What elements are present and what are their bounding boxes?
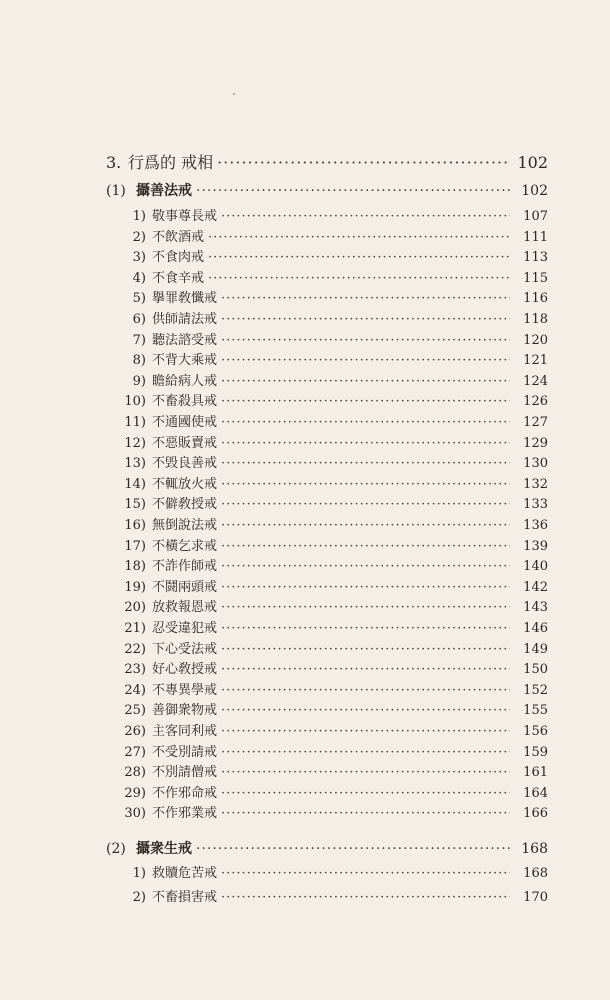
dot-leader: [221, 518, 510, 533]
toc-section-heading: [106, 150, 548, 173]
toc-entry: [108, 493, 548, 512]
page-number: 111: [523, 229, 548, 245]
page-number: 132: [523, 476, 548, 492]
dot-leader: [221, 477, 510, 492]
toc-entry: [108, 473, 548, 492]
group-number: (2): [106, 841, 126, 857]
toc-entry: [108, 802, 548, 821]
dot-leader: [221, 786, 510, 801]
toc-group-heading: [106, 838, 548, 858]
dot-leader: [221, 806, 510, 821]
toc-entry: [108, 205, 548, 224]
section-title: 行爲的 戒相: [128, 153, 214, 172]
page-number: 107: [523, 209, 548, 224]
page-number: 149: [523, 641, 548, 657]
page-number: 161: [523, 765, 548, 781]
entry-number: 12): [124, 435, 146, 451]
entry-number: 15): [124, 497, 146, 513]
entry-number: 10): [124, 394, 146, 410]
dot-leader: [221, 415, 510, 430]
entry-title: 供師請法戒: [152, 312, 218, 327]
toc-entry: [108, 576, 548, 595]
entry-number: 29): [124, 785, 146, 801]
entry-title: 不專異學戒: [152, 682, 218, 698]
entry-title: 不橫乞求戒: [152, 538, 218, 554]
entry-title: 放救報恩戒: [152, 600, 218, 616]
page-number: 159: [523, 744, 548, 760]
entry-number: 14): [124, 476, 146, 492]
entry-number: 24): [124, 682, 146, 698]
entry-title: 忍受違犯戒: [152, 621, 218, 636]
dot-leader: [217, 153, 510, 172]
entry-number: 3): [132, 250, 146, 266]
toc-entry: [108, 658, 548, 677]
entry-title: 主客同利戒: [152, 724, 218, 739]
entry-number: 1): [132, 209, 146, 224]
toc-entry: [108, 555, 548, 574]
entry-title: 不詐作師戒: [152, 559, 218, 575]
entry-title: 不鬪兩頭戒: [152, 579, 218, 595]
dot-leader: [221, 642, 510, 657]
toc-entry: [108, 741, 548, 760]
dot-leader: [208, 271, 510, 286]
page-number: 142: [523, 579, 548, 595]
toc-entry: [108, 862, 548, 881]
toc-entry: [108, 349, 548, 368]
toc-entry: [108, 617, 548, 636]
entry-number: 9): [132, 373, 146, 389]
toc-entry: [108, 452, 548, 471]
dot-leader: [221, 539, 510, 554]
page-number: 116: [523, 291, 548, 307]
entry-number: 22): [124, 641, 146, 657]
page-number: 156: [523, 724, 548, 739]
entry-title: 善御衆物戒: [152, 703, 218, 719]
page-number: 124: [523, 373, 548, 389]
entry-number: 4): [132, 270, 146, 286]
dot-leader: [221, 312, 510, 327]
dot-leader: [221, 662, 510, 677]
toc-entry: [108, 432, 548, 451]
page-number: 166: [523, 806, 548, 822]
entry-number: 30): [124, 806, 146, 822]
dot-leader: [221, 456, 510, 471]
entry-title: 不食肉戒: [152, 250, 205, 266]
page-number: 143: [523, 600, 548, 616]
dot-leader: [221, 683, 510, 698]
dot-leader: [221, 890, 510, 905]
dot-leader: [221, 353, 510, 368]
group-number: (1): [106, 183, 126, 199]
toc-entry: [108, 308, 548, 327]
page-number: 102: [521, 183, 548, 199]
section-number: 3.: [106, 153, 122, 172]
entry-title: 不畜損害戒: [152, 890, 218, 905]
toc-entry: [108, 287, 548, 306]
toc-entry: [108, 596, 548, 615]
toc-entry: [108, 720, 548, 739]
entry-title: 救贖危苦戒: [152, 866, 218, 881]
page-number: 133: [523, 497, 548, 513]
page-number: 150: [523, 662, 548, 678]
entry-title: 不通國使戒: [152, 415, 218, 430]
entry-title: 不飲酒戒: [152, 229, 205, 245]
page-number: 155: [523, 703, 548, 719]
entry-number: 27): [124, 744, 146, 760]
page-number: 130: [523, 456, 548, 472]
page-number: 113: [523, 250, 548, 266]
dot-leader: [221, 745, 510, 760]
entry-number: 25): [124, 703, 146, 719]
entry-number: 13): [124, 456, 146, 472]
toc-entry: [108, 370, 548, 389]
page-number: 168: [521, 841, 548, 857]
page-number: 146: [523, 621, 548, 636]
page-number: 164: [523, 785, 548, 801]
entry-number: 16): [124, 518, 146, 533]
page-number: 136: [523, 518, 548, 533]
entry-title: 瞻給病人戒: [152, 373, 218, 389]
entry-title: 聽法諮受戒: [152, 332, 218, 348]
entry-title: 不畜殺具戒: [152, 394, 218, 410]
dot-leader: [208, 250, 510, 265]
toc-entry: [108, 679, 548, 698]
page-number: 118: [523, 312, 548, 327]
entry-number: 19): [124, 579, 146, 595]
entry-title: 下心受法戒: [152, 641, 218, 657]
toc-entry: [108, 267, 548, 286]
group-title: 攝衆生戒: [136, 841, 192, 857]
page-number: 170: [523, 890, 548, 905]
dot-leader: [221, 436, 510, 451]
entry-number: 2): [132, 890, 146, 905]
toc-entry: [108, 329, 548, 348]
page-number: 102: [517, 153, 548, 172]
group-title: 攝善法戒: [136, 183, 192, 199]
entry-title: 不惡販賣戒: [152, 435, 218, 451]
entry-number: 1): [132, 866, 146, 881]
dot-leader: [221, 621, 510, 636]
entry-number: 7): [132, 332, 146, 348]
toc-entry: [108, 761, 548, 780]
dot-leader: [221, 724, 510, 739]
entry-number: 11): [124, 415, 146, 430]
entry-title: 不輒放火戒: [152, 476, 218, 492]
entry-title: 不僻敎授戒: [152, 497, 218, 513]
toc-entry: [108, 886, 548, 905]
page-number: 139: [523, 538, 548, 554]
entry-number: 5): [132, 291, 146, 307]
dot-leader: [196, 841, 510, 857]
toc-entry: [108, 514, 548, 533]
toc-entry: [108, 535, 548, 554]
entry-number: 6): [132, 312, 146, 327]
entry-title: 擧罪敎懺戒: [152, 291, 218, 307]
page-number: 129: [523, 435, 548, 451]
page-speck: [233, 93, 235, 95]
entry-title: 不受別請戒: [152, 744, 218, 760]
dot-leader: [221, 333, 510, 348]
dot-leader: [221, 600, 510, 615]
dot-leader: [221, 866, 510, 881]
entry-number: 28): [124, 765, 146, 781]
entry-title: 不作邪業戒: [152, 806, 218, 822]
entry-number: 20): [124, 600, 146, 616]
toc-entry: [108, 390, 548, 409]
page-number: 127: [523, 415, 548, 430]
dot-leader: [221, 394, 510, 409]
page-number: 140: [523, 559, 548, 575]
dot-leader: [221, 209, 510, 224]
entry-number: 8): [132, 353, 146, 369]
dot-leader: [221, 497, 510, 512]
dot-leader: [221, 703, 510, 718]
dot-leader: [221, 580, 510, 595]
toc-entry: [108, 782, 548, 801]
entry-number: 17): [124, 538, 146, 554]
entry-number: 18): [124, 559, 146, 575]
entry-number: 21): [124, 621, 146, 636]
entry-title: 好心敎授戒: [152, 662, 218, 678]
page-number: 120: [523, 332, 548, 348]
dot-leader: [221, 374, 510, 389]
page-number: 115: [523, 270, 548, 286]
page-number: 126: [523, 394, 548, 410]
entry-title: 無倒說法戒: [152, 518, 218, 533]
dot-leader: [221, 559, 510, 574]
dot-leader: [221, 291, 510, 306]
entry-number: 26): [124, 724, 146, 739]
entry-number: 23): [124, 662, 146, 678]
entry-title: 不作邪命戒: [152, 785, 218, 801]
toc-group-heading: [106, 180, 548, 200]
entry-number: 2): [132, 229, 146, 245]
dot-leader: [221, 765, 510, 780]
entry-title: 不別請僧戒: [152, 765, 218, 781]
dot-leader: [208, 230, 510, 245]
toc-entry: [108, 638, 548, 657]
entry-title: 不毁良善戒: [152, 456, 218, 472]
page-number: 152: [523, 682, 548, 698]
entry-title: 不背大乘戒: [152, 353, 218, 369]
page-number: 121: [523, 353, 548, 369]
page-number: 168: [523, 866, 548, 881]
dot-leader: [196, 183, 510, 199]
entry-title: 不食辛戒: [152, 270, 205, 286]
toc-entry: [108, 411, 548, 430]
toc-entry: [108, 246, 548, 265]
toc-entry: [108, 699, 548, 718]
toc-entry: [108, 226, 548, 245]
entry-title: 敬事尊長戒: [152, 209, 218, 224]
